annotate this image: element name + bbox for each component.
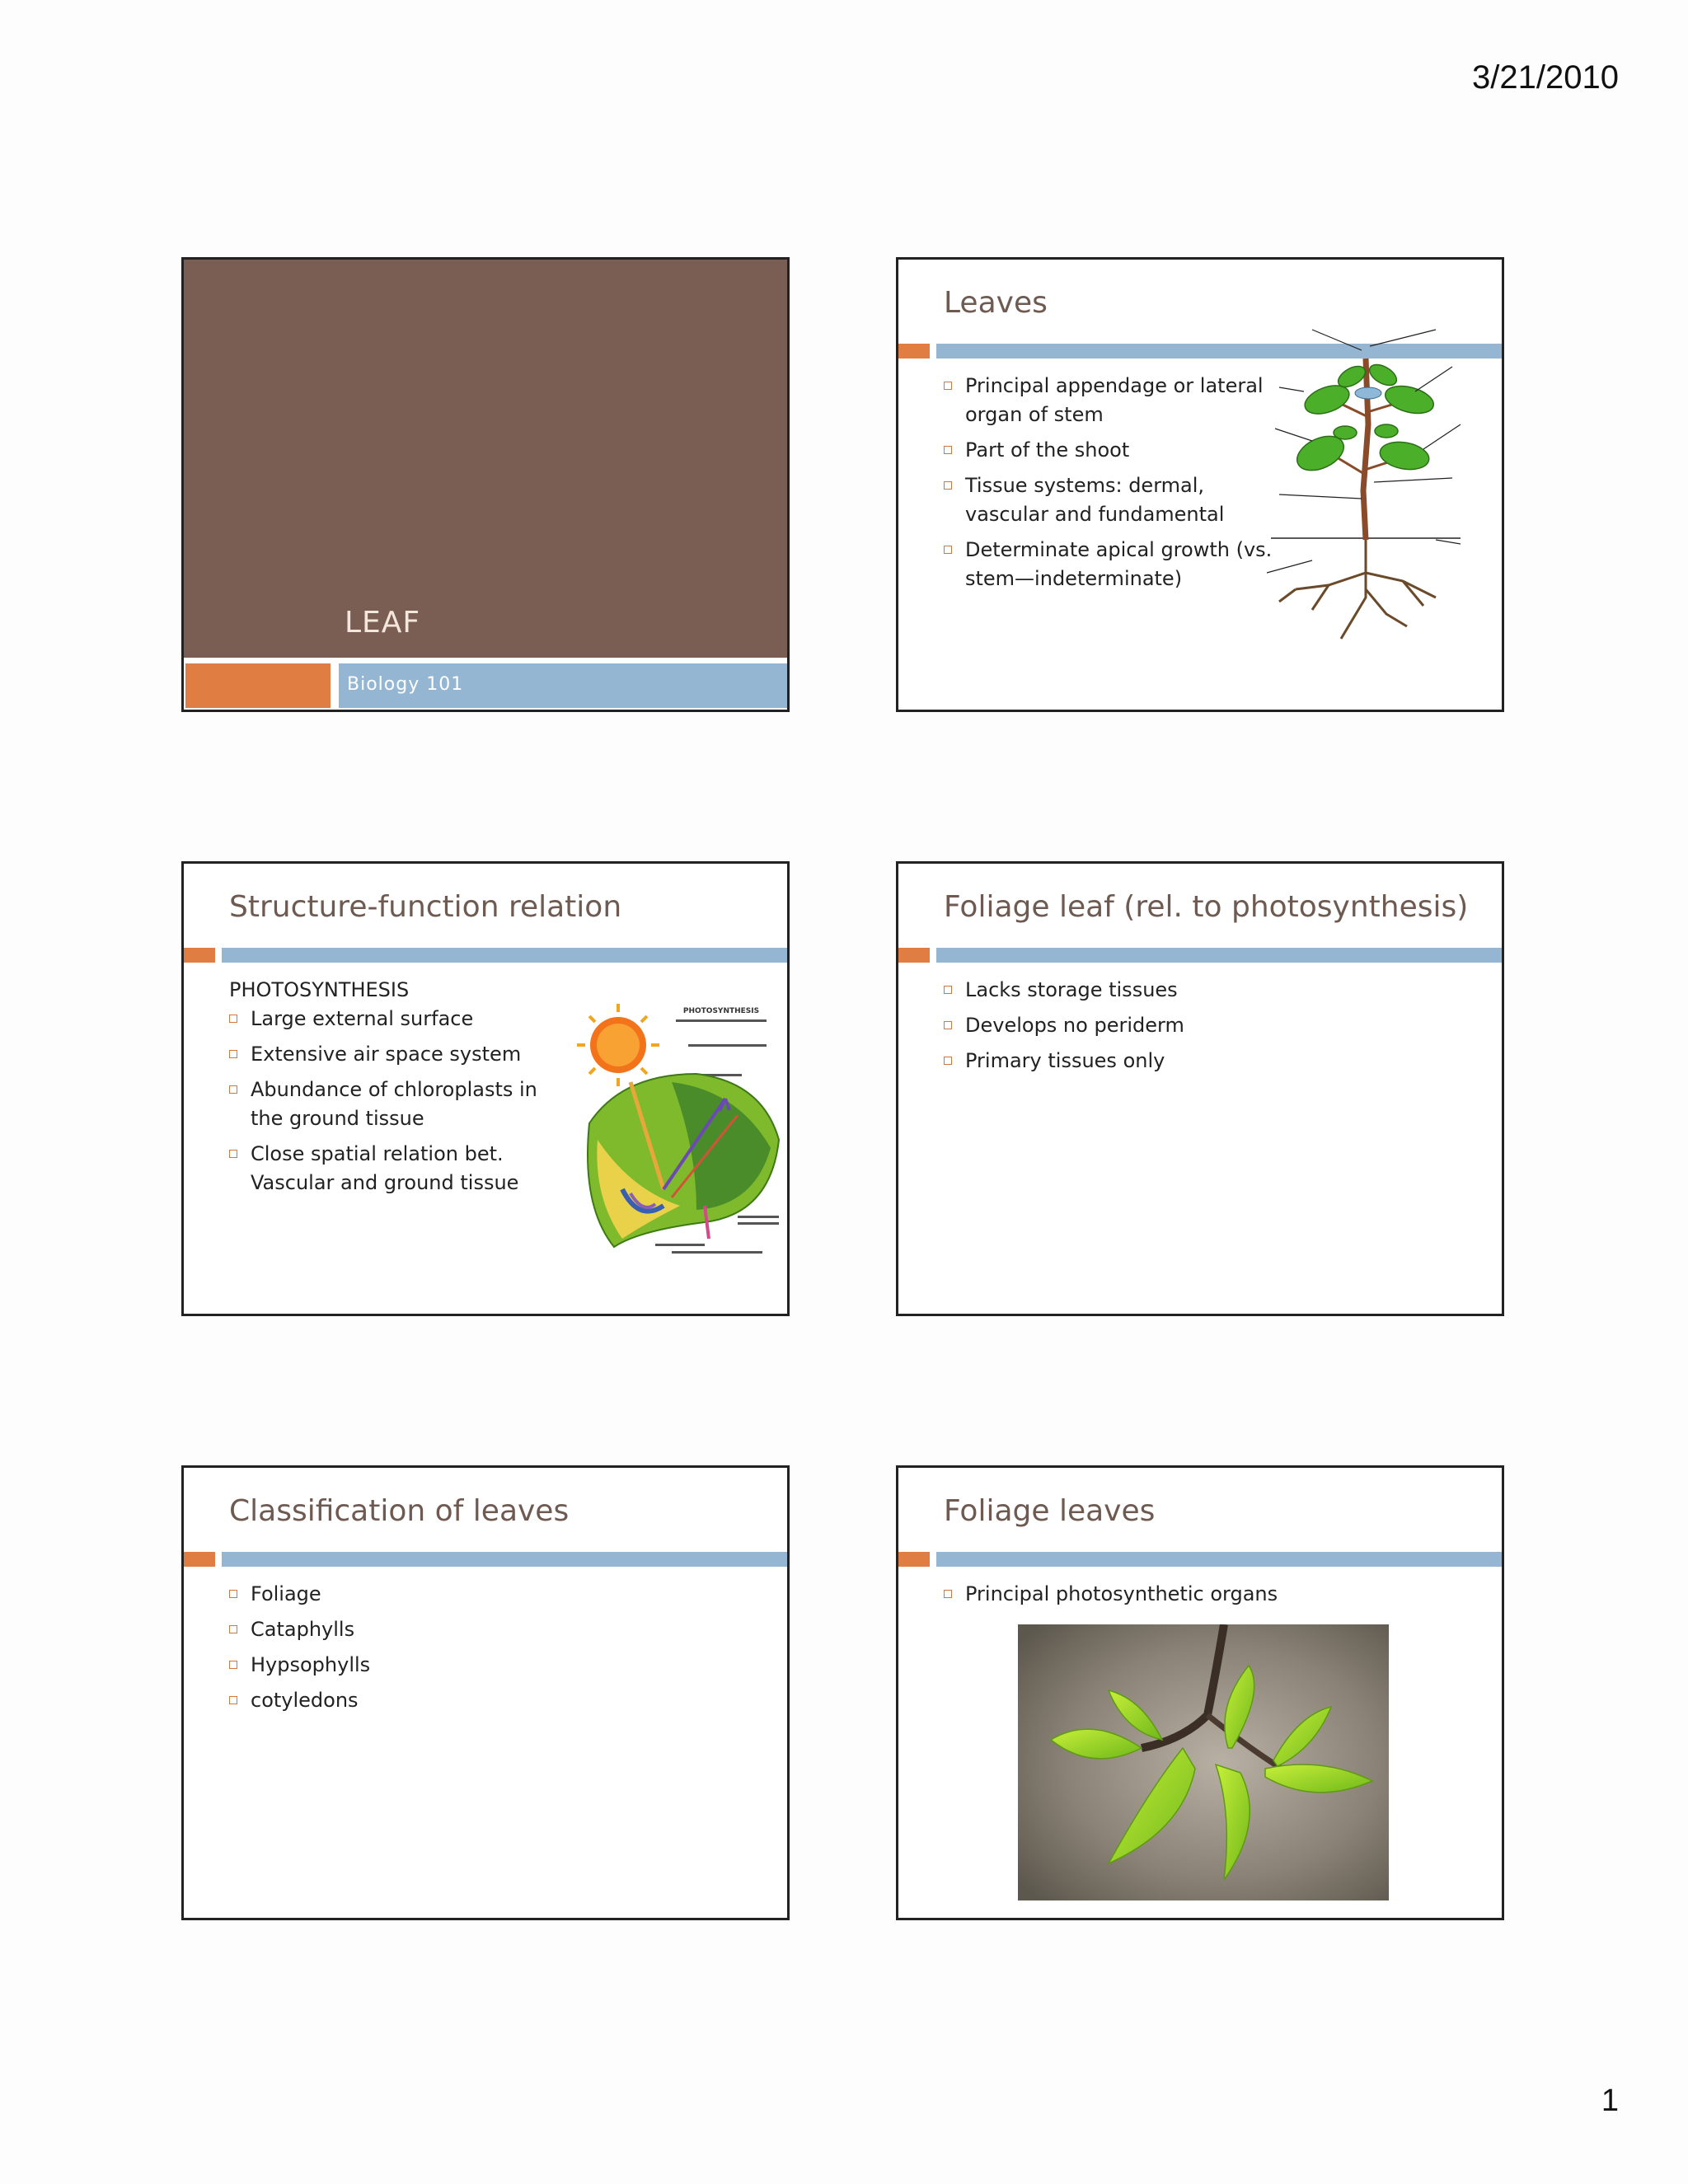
svg-text:PHOTOSYNTHESIS: PHOTOSYNTHESIS <box>682 1007 760 1015</box>
list-item: Close spatial relation bet. Vascular and ground tissue <box>229 1140 575 1197</box>
list-item: Hypsophylls <box>229 1651 724 1680</box>
slide-title: LEAF <box>345 606 421 640</box>
plant-diagram <box>1263 326 1469 655</box>
slide-body <box>944 372 1290 600</box>
slide-title-leaf <box>181 257 790 712</box>
list-item: cotyledons <box>229 1686 724 1715</box>
bullet-icon <box>944 1590 952 1598</box>
bullet-list <box>229 1005 575 1197</box>
bullet-icon <box>944 546 952 554</box>
bullet-icon <box>944 986 952 994</box>
bullet-icon <box>229 1050 237 1058</box>
list-item: Principal appendage or lateral organ of stem <box>944 372 1290 429</box>
slide-body <box>944 976 1438 1082</box>
accent-bar-orange <box>184 948 215 963</box>
slide-foliage-leaf <box>896 861 1504 1316</box>
slide-title: Foliage leaves <box>944 1494 1156 1528</box>
list-item: Foliage <box>229 1580 724 1609</box>
slide-subtitle: Biology 101 <box>347 674 464 695</box>
photosynthesis-diagram <box>573 1000 787 1272</box>
list-item: Cataphylls <box>229 1615 724 1644</box>
bullet-icon <box>229 1590 237 1598</box>
bullet-icon <box>944 1057 952 1065</box>
page-number: 1 <box>1601 2083 1619 2118</box>
page-date: 3/21/2010 <box>1472 59 1619 96</box>
bullet-icon <box>944 446 952 454</box>
bullet-icon <box>229 1661 237 1669</box>
list-item: Abundance of chloroplasts in the ground tissue <box>229 1076 575 1133</box>
bullet-icon <box>229 1015 237 1023</box>
list-item: Lacks storage tissues <box>944 976 1438 1005</box>
slide-foliage-leaves <box>896 1465 1504 1920</box>
bullet-icon <box>229 1696 237 1704</box>
bullet-icon <box>944 481 952 490</box>
accent-bar-orange <box>898 1552 930 1567</box>
slide-title: Foliage leaf (rel. to photosynthesis) <box>944 890 1469 924</box>
leaf-photo <box>1018 1624 1389 1900</box>
list-item: Part of the shoot <box>944 436 1290 465</box>
list-item: Tissue systems: dermal, vascular and fundamental <box>944 471 1290 529</box>
bullet-list <box>944 1580 1438 1609</box>
bullet-list <box>229 1580 724 1715</box>
bullet-icon <box>944 382 952 390</box>
section-heading: PHOTOSYNTHESIS <box>229 978 410 1001</box>
accent-bar-blue <box>936 1552 1504 1567</box>
list-item: Develops no periderm <box>944 1011 1438 1040</box>
slide-body <box>229 976 575 1204</box>
title-background <box>184 260 787 658</box>
slide-structure-function <box>181 861 790 1316</box>
list-item: Determinate apical growth (vs. stem—indeterminate) <box>944 536 1290 593</box>
bullet-list <box>944 372 1290 593</box>
list-item: Large external surface <box>229 1005 575 1033</box>
accent-bar-blue <box>936 948 1504 963</box>
bullet-icon <box>229 1085 237 1094</box>
bullet-icon <box>229 1625 237 1633</box>
slide-body <box>944 1580 1438 1615</box>
accent-bar-orange <box>898 948 930 963</box>
list-item: Principal photosynthetic organs <box>944 1580 1438 1609</box>
slide-title: Leaves <box>944 286 1048 320</box>
accent-bar-orange <box>185 663 331 708</box>
list-item: Extensive air space system <box>229 1040 575 1069</box>
slide-title: Structure-function relation <box>229 890 622 924</box>
slide-classification <box>181 1465 790 1920</box>
slide-leaves <box>896 257 1504 712</box>
slide-title: Classification of leaves <box>229 1494 570 1528</box>
accent-bar-blue <box>222 948 790 963</box>
bullet-list <box>944 976 1438 1076</box>
bullet-icon <box>229 1150 237 1158</box>
list-item: Primary tissues only <box>944 1047 1438 1076</box>
accent-bar-orange <box>898 344 930 359</box>
bullet-icon <box>944 1021 952 1029</box>
accent-bar-orange <box>184 1552 215 1567</box>
accent-bar-blue <box>222 1552 790 1567</box>
slide-body <box>229 1580 724 1722</box>
